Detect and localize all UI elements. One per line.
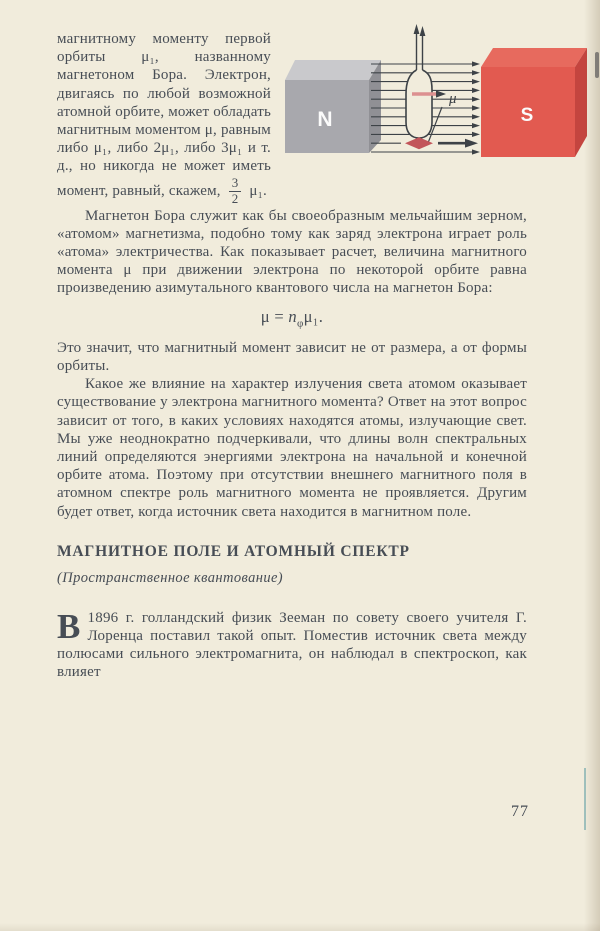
magnet-figure-svg <box>285 24 590 182</box>
south-magnet-side-face <box>575 48 587 157</box>
page-number: 77 <box>511 803 529 820</box>
section-heading: МАГНИТНОЕ ПОЛЕ И АТОМНЫЙ СПЕКТР <box>57 542 410 560</box>
north-magnet-top-face <box>285 60 381 80</box>
formula-mu: μ <box>260 306 270 326</box>
formula-mu-equals-n-mu1 <box>57 307 527 329</box>
wire-up-arrow <box>420 26 426 36</box>
north-pole-label: N <box>317 108 333 131</box>
scan-artifact-line <box>584 768 586 830</box>
formula-equals: = <box>274 306 284 326</box>
wire-up-arrow <box>414 24 420 34</box>
paragraph-text: магнитному моменту первой орбиты μ₁, названному магнетоном Бора. Электрон, двигаясь по любой возможной атомной орбите, может обладать магнитным моментом μ, равным либо μ₁, либо 2μ₁, либо 3μ₁ и т. д., но никогда не может иметь момент, равный, скажем, <box>57 31 271 199</box>
wire-loop <box>406 24 432 138</box>
paragraph-bohr-magneton: Магнетон Бора служит как бы своеобразным мельчайшим зерном, «атомом» магнетизма, подобно тому как заряд электрона играет роль «атома» электричества. Как показывает расчет, величина магнитного момента μ при движении электрона по некоторой орбите равна произведению азимутального квантового числа на магнетон Бора: <box>57 207 527 297</box>
section-subheading: (Пространственное квантование) <box>57 569 284 586</box>
south-pole-label: S <box>520 105 534 126</box>
paragraph-moment-shape: Это значит, что магнитный момент зависит не от размера, а от формы орбиты. <box>57 339 527 375</box>
formula-n: n <box>288 306 297 326</box>
south-magnet-top-face <box>481 48 587 67</box>
scan-artifact-dash <box>595 52 599 78</box>
formula-phi-subscript: φ <box>296 316 304 329</box>
fraction-numerator: 3 <box>229 176 242 192</box>
fraction-three-halves <box>229 176 242 207</box>
diamond-marker <box>405 137 478 149</box>
current-loop <box>406 70 432 138</box>
page-content <box>57 30 534 682</box>
paragraph-zeeman-experiment <box>57 606 527 682</box>
formula-rest: μ₁. <box>303 306 324 326</box>
paragraph-text: μ₁. <box>249 182 267 199</box>
paragraph-magnetic-field-influence: Какое же влияние на характер излучения света атомом оказывает существование у электрона магнитного момента? Ответ на этот вопрос зависит от того, в каких условиях находятся атомы, излучающие свет. Мы уже неоднократно подчеркивали, что длины волн спектральных линий определяются энергиями электрона на начальной и конечной орбите атома. Поэтому при отсутствии внешнего магнитного поля в атомном спектре роль магнитного момента не проявляется. Другим будет ответ, когда источник света находится в магнитном поле. <box>57 376 527 520</box>
drop-cap: В <box>57 606 81 646</box>
paragraph-magneton-intro <box>57 30 534 207</box>
magnet-field-figure <box>285 24 590 176</box>
fraction-denominator: 2 <box>231 190 239 206</box>
north-magnet <box>285 60 381 153</box>
south-magnet <box>481 48 587 157</box>
paragraph-text: 1896 г. голландский физик Зееман по совету своего учителя Г. Лоренца поставил такой опыт. Поместив источник света между полюсами сильного электромагнита, он наблюдал в спектроскоп, как влияет <box>57 609 527 681</box>
scan-bottom-shadow <box>0 923 600 931</box>
mu-label: μ <box>449 91 457 107</box>
